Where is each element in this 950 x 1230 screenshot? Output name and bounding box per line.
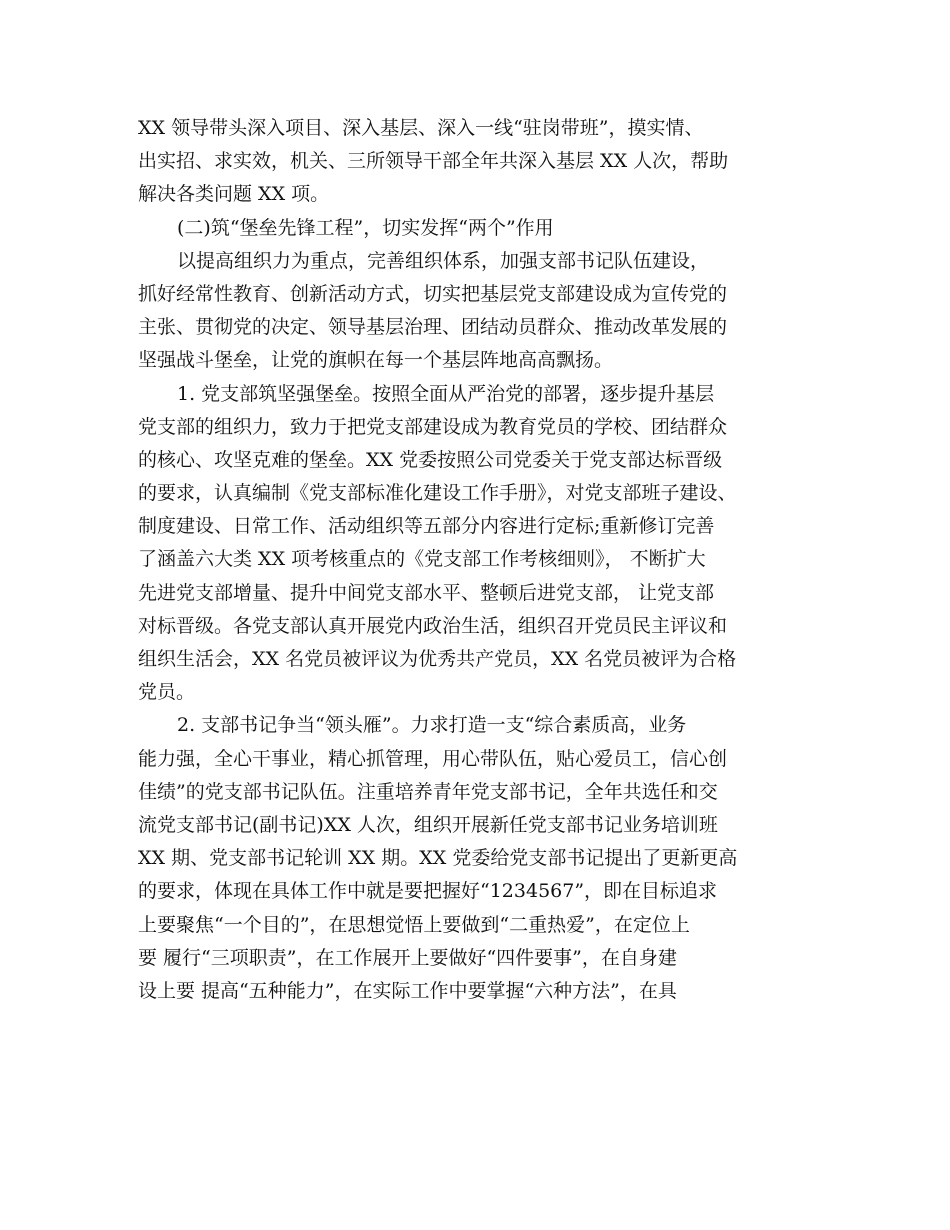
text-line-23: XX 期、党支部书记轮训 XX 期。XX 党委给党支部书记提出了更新更高 xyxy=(138,847,738,870)
text-line-24: 的要求，体现在具体工作中就是要把握好“1234567”，即在目标追求 xyxy=(138,880,718,903)
text-line-22: 流党支部书记(副书记)XX 人次，组织开展新任党支部书记业务培训班 xyxy=(138,813,718,836)
text-line-20: 能力强，全心干事业，精心抓管理，用心带队伍，贴心爱员工，信心创 xyxy=(138,747,728,770)
text-line-5: 以提高组织力为重点，完善组织体系，加强支部书记队伍建设， xyxy=(177,249,710,272)
text-line-13: 制度建设、日常工作、活动组织等五部分内容进行定标;重新修订完善 xyxy=(138,515,715,538)
section-heading: (二)筑“堡垒先锋工程”，切实发挥“两个”作用 xyxy=(177,216,554,239)
text-line-14: 了涵盖六大类 XX 项考核重点的《党支部工作考核细则》， 不断扩大 xyxy=(138,548,706,571)
text-line-2: 出实招、求实效，机关、三所领导干部全年共深入基层 XX 人次，帮助 xyxy=(138,150,729,173)
text-line-16: 对标晋级。各党支部认真开展党内政治生活，组织召开党员民主评议和 xyxy=(138,614,728,637)
text-line-12: 的要求，认真编制《党支部标准化建设工作手册》，对党支部班子建设、 xyxy=(138,482,737,505)
text-line-1: XX 领导带头深入项目、深入基层、深入一线“驻岗带班”，摸实情、 xyxy=(138,117,704,139)
text-line-3: 解决各类问题 XX 项。 xyxy=(138,183,330,206)
text-line-27: 设上要 提高“五种能力”，在实际工作中要掌握“六种方法”，在具 xyxy=(138,979,677,1002)
text-line-18: 党员。 xyxy=(138,681,196,704)
text-line-7: 主张、贯彻党的决定、领导基层治理、团结动员群众、推动改革发展的 xyxy=(138,316,728,339)
text-line-26: 要 履行“三项职责”，在工作展开上要做好“四件要事”，在自身建 xyxy=(138,946,677,969)
text-line-10: 党支部的组织力，致力于把党支部建设成为教育党员的学校、团结群众 xyxy=(138,415,728,438)
text-line-11: 的核心、攻坚克难的堡垒。XX 党委按照公司党委关于党支部达标晋级 xyxy=(138,448,723,471)
text-line-6: 抓好经常性教育、创新活动方式，切实把基层党支部建设成为宣传党的 xyxy=(138,282,728,305)
text-line-21: 佳绩”的党支部书记队伍。注重培养青年党支部书记，全年共选任和交 xyxy=(138,780,718,803)
text-line-25: 上要聚焦“一个目的”，在思想觉悟上要做到“二重热爱”，在定位上 xyxy=(138,913,690,936)
document-page xyxy=(138,112,818,1008)
item-1-heading-line: 1. 党支部筑坚强堡垒。按照全面从严治党的部署，逐步提升基层 xyxy=(177,382,715,405)
item-2-heading-line: 2. 支部书记争当“领头雁”。力求打造一支“综合素质高，业务 xyxy=(177,714,687,737)
text-line-17: 组织生活会，XX 名党员被评议为优秀共产党员，XX 名党员被评为合格 xyxy=(138,648,737,670)
text-line-15: 先进党支部增量、提升中间党支部水平、整顿后进党支部， 让党支部 xyxy=(138,581,715,604)
text-line-8: 坚强战斗堡垒，让党的旗帜在每一个基层阵地高高飘扬。 xyxy=(138,349,614,372)
